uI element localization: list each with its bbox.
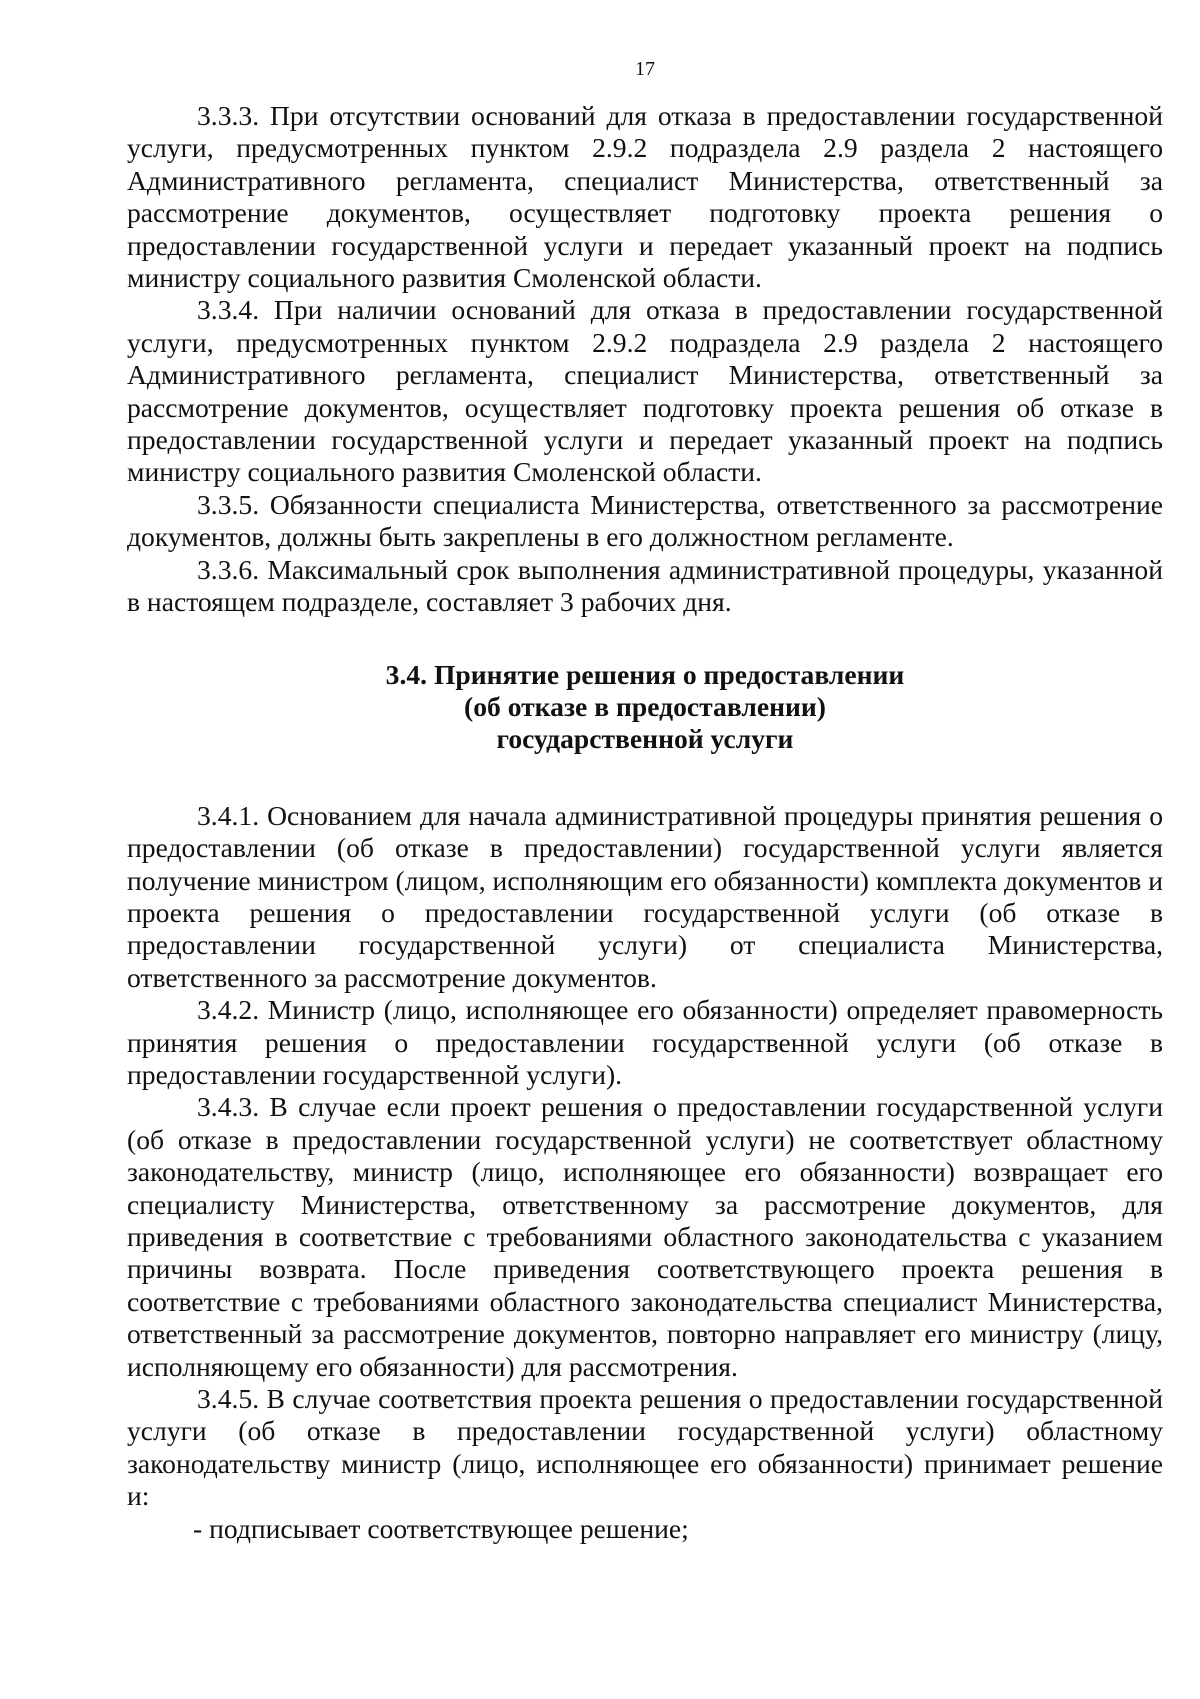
paragraph-3-3-3: 3.3.3. При отсутствии оснований для отказа в предоставлении государственной услуги, предусмотренных пунктом 2.9.2 подраздела 2.9 раздела 2 настоящего Административного регламента, специалист Министерства, ответственный за рассмотрение документов, осуществляет подготовку проекта решения о предоставлении государственной услуги и передает указанный проект на подпись министру социального развития Смоленской области. bbox=[127, 100, 1163, 294]
page-number: 17 bbox=[635, 58, 655, 80]
document-body bbox=[127, 100, 1163, 1545]
section-heading-line-1: 3.4. Принятие решения о предоставлении bbox=[385, 658, 905, 690]
paragraph-3-4-1: 3.4.1. Основанием для начала административной процедуры принятия решения о предоставлении (об отказе в предоставлении) государственной услуги является получение министром (лицом, исполняющим его обязанности) комплекта документов и проекта решения о предоставлении государственной услуги (об отказе в предоставлении государственной услуги) от специалиста Министерства, ответственного за рассмотрение документов. bbox=[127, 799, 1163, 993]
paragraph-3-3-5: 3.3.5. Обязанности специалиста Министерства, ответственного за рассмотрение документов, должны быть закреплены в его должностном регламенте. bbox=[127, 488, 1163, 553]
section-heading-3-4 bbox=[127, 659, 1163, 756]
list-item-sign-decision: - подписывает соответствующее решение; bbox=[193, 1512, 689, 1544]
paragraph-3-3-6: 3.3.6. Максимальный срок выполнения административной процедуры, указанной в настоящем подразделе, составляет 3 рабочих дня. bbox=[127, 553, 1163, 618]
paragraph-3-3-4: 3.3.4. При наличии оснований для отказа в предоставлении государственной услуги, предусмотренных пунктом 2.9.2 подраздела 2.9 раздела 2 настоящего Административного регламента, специалист Министерства, ответственный за рассмотрение документов, осуществляет подготовку проекта решения об отказе в предоставлении государственной услуги и передает указанный проект на подпись министру социального развития Смоленской области. bbox=[127, 294, 1163, 488]
paragraph-3-4-3: 3.4.3. В случае если проект решения о предоставлении государственной услуги (об отказе в предоставлении государственной услуги) не соответствует областному законодательству, министр (лицо, исполняющее его обязанности) возвращает его специалисту Министерства, ответственному за рассмотрение документов, для приведения в соответствие с требованиями областного законодательства с указанием причины возврата. После приведения соответствующего проекта решения в соответствие с требованиями областного законодательства специалист Министерства, ответственный за рассмотрение документов, повторно направляет его министру (лицу, исполняющему его обязанности) для рассмотрения. bbox=[127, 1091, 1163, 1382]
section-heading-line-2: (об отказе в предоставлении) bbox=[464, 690, 826, 722]
section-heading-line-3: государственной услуги bbox=[496, 723, 794, 755]
paragraph-3-4-5: 3.4.5. В случае соответствия проекта решения о предоставлении государственной услуги (об отказе в предоставлении государственной услуги) областному законодательству министр (лицо, исполняющее его обязанности) принимает решение и: bbox=[127, 1383, 1163, 1512]
paragraph-3-4-2: 3.4.2. Министр (лицо, исполняющее его обязанности) определяет правомерность принятия решения о предоставлении государственной услуги (об отказе в предоставлении государственной услуги). bbox=[127, 994, 1163, 1090]
